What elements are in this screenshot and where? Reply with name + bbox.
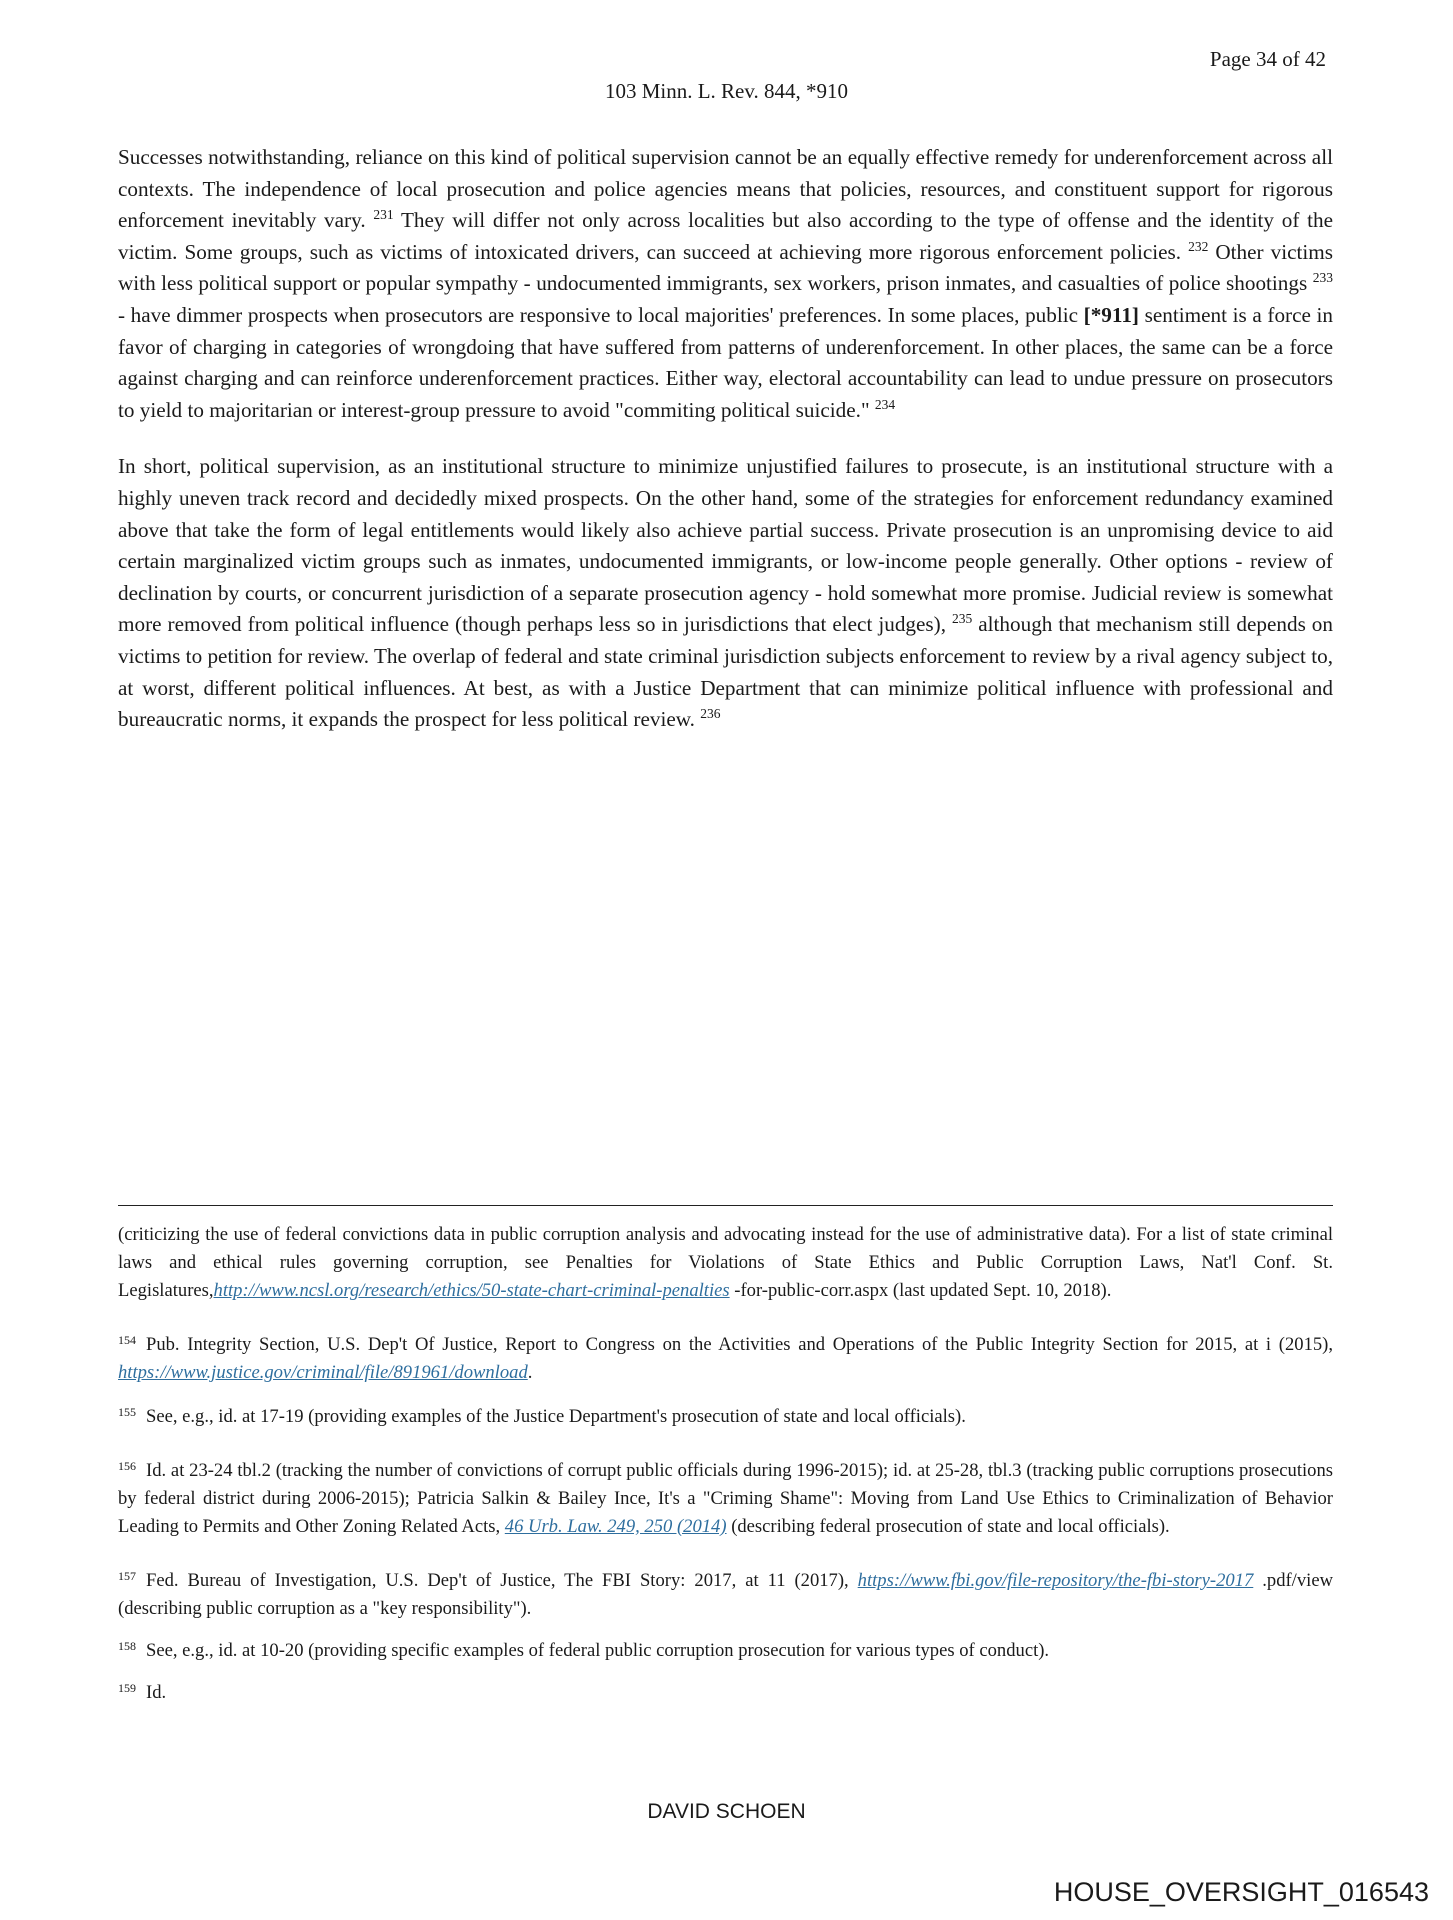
text-segment: Other victims with less political support or popular sympathy - undocumented immigrants, sex workers, prison inmates, and casualties of police shootings	[118, 239, 1334, 296]
text-segment: Successes notwithstanding, reliance on this kind of political supervision cannot be an equally effective remedy for underenforcement across all contexts. The independence of local prosecution and police agencies means that policies, resources, and constituent support for rigorous enforcement inevitably vary.	[118, 145, 1333, 233]
footnote-number: 159	[118, 1681, 136, 1695]
footnote-number: 154	[118, 1333, 136, 1347]
footnote	[118, 1221, 1333, 1305]
footnote-number: 158	[118, 1639, 136, 1653]
footnote-link[interactable]: https://www.fbi.gov/file-repository/the-fbi-story-2017	[857, 1570, 1254, 1591]
text-segment: sentiment is a force in favor of charging in categories of wrongdoing that have suffered from patterns of underenforcement. In other places, the same can be a force against charging and can reinforce underenforcement practices. Either way, electoral accountability can lead to undue pressure on prosecutors to yield to majoritarian or interest-group pressure to avoid "commiting political suicide."	[118, 302, 1334, 422]
footnote-link[interactable]: https://www.justice.gov/criminal/file/891961/download	[118, 1362, 528, 1383]
body-paragraph	[118, 451, 1333, 735]
footnote-text: Fed. Bureau of Investigation, U.S. Dep't of Justice, The FBI Story: 2017, at 11 (2017),	[146, 1570, 858, 1591]
text-segment: - have dimmer prospects when prosecutors are responsive to local majorities' preferences. In some places, public	[118, 302, 1084, 327]
footnote-number: 156	[118, 1459, 136, 1473]
footnote-text: .pdf/view (describing public corruption as a "key responsibility").	[118, 1570, 1333, 1619]
footnote-text: Pub. Integrity Section, U.S. Dep't Of Justice, Report to Congress on the Activities and Operations of the Public Integrity Section for 2015, at i (2015),	[146, 1334, 1333, 1355]
footnote	[118, 1567, 1333, 1623]
footnote-text: .	[527, 1362, 533, 1383]
footnote	[118, 1331, 1333, 1387]
footnote	[118, 1679, 1333, 1707]
footnote-text: See, e.g., id. at 10-20 (providing specific examples of federal public corruption prosecution for various types of conduct).	[146, 1640, 1050, 1661]
footnote	[118, 1403, 1333, 1431]
footnote-ref[interactable]: 233	[1312, 270, 1333, 286]
footnote-ref[interactable]: 235	[952, 611, 973, 627]
footnote-link[interactable]: http://www.ncsl.org/research/ethics/50-state-chart-criminal-penalties	[213, 1280, 730, 1301]
body-paragraph	[118, 142, 1333, 426]
footnote-ref[interactable]: 232	[1188, 238, 1209, 254]
footnote-ref[interactable]: 236	[700, 706, 721, 722]
footnote-text: Id. at 23-24 tbl.2 (tracking the number of convictions of corrupt public officials during 1996-2015); id. at 25-28, tbl.3 (tracking public corruptions prosecutions by federal district during 2006-2015); Patricia Salkin & Bailey Ince, It's a "Criming Shame": Moving from Land Use Ethics to Criminalization of Behavior Leading to Permits and Other Zoning Related Acts,	[118, 1460, 1333, 1537]
footnote-number: 155	[118, 1405, 136, 1419]
text-segment: In short, political supervision, as an institutional structure to minimize unjustified failures to prosecute, is an institutional structure with a highly uneven track record and decidedly mixed prospects. On the other hand, some of the strategies for enforcement redundancy examined above that take the form of legal entitlements would likely also achieve partial success. Private prosecution is an unpromising device to aid certain marginalized victim groups such as inmates, undocumented immigrants, or low-income people generally. Other options - review of declination by courts, or concurrent jurisdiction of a separate prosecution agency - hold somewhat more promise. Judicial review is somewhat more removed from political influence (though perhaps less so in jurisdictions that elect judges),	[118, 454, 1333, 637]
footnotes-section	[118, 1221, 1333, 1707]
bates-number: HOUSE_OVERSIGHT_016543	[1053, 1877, 1429, 1907]
footnote-number: 157	[118, 1569, 136, 1583]
text-segment: They will differ not only across localities but also according to the type of offense and the identity of the victim. Some groups, such as victims of intoxicated drivers, can succeed at achieving more rigorous enforcement policies.	[118, 208, 1333, 264]
footnote	[118, 1637, 1333, 1665]
footnote-ref[interactable]: 231	[373, 207, 394, 223]
footnote-link[interactable]: 46 Urb. Law. 249, 250 (2014)	[504, 1516, 727, 1537]
footnote-divider	[118, 1205, 1333, 1206]
footnote-text: Id.	[146, 1682, 167, 1703]
footnote-text: (describing federal prosecution of state and local officials).	[726, 1516, 1170, 1537]
footnote	[118, 1457, 1333, 1541]
page-number: Page 34 of 42	[1209, 47, 1326, 71]
footnote-ref[interactable]: 234	[874, 396, 896, 412]
star-page-marker: [*911]	[1083, 302, 1139, 327]
footnote-text: -for-public-corr.aspx (last updated Sept. 10, 2018).	[729, 1280, 1112, 1301]
footnote-text: See, e.g., id. at 17-19 (providing examples of the Justice Department's prosecution of state and local officials).	[146, 1406, 966, 1427]
text-segment: although that mechanism still depends on victims to petition for review. The overlap of federal and state criminal jurisdiction subjects enforcement to review by a rival agency subject to, at worst, different political influences. At best, as with a Justice Department that can minimize political influence with professional and bureaucratic norms, it expands the prospect for less political review.	[118, 612, 1333, 732]
footnote-text: (criticizing the use of federal convictions data in public corruption analysis and advocating instead for the use of administrative data). For a list of state criminal laws and ethical rules governing corruption, see Penalties for Violations of State Ethics and Public Corruption Laws, Nat'l Conf. St. Legislatures,	[118, 1224, 1333, 1301]
main-text	[118, 142, 1333, 761]
footer-author: DAVID SCHOEN	[647, 1800, 806, 1823]
running-head-citation: 103 Minn. L. Rev. 844, *910	[604, 79, 849, 103]
